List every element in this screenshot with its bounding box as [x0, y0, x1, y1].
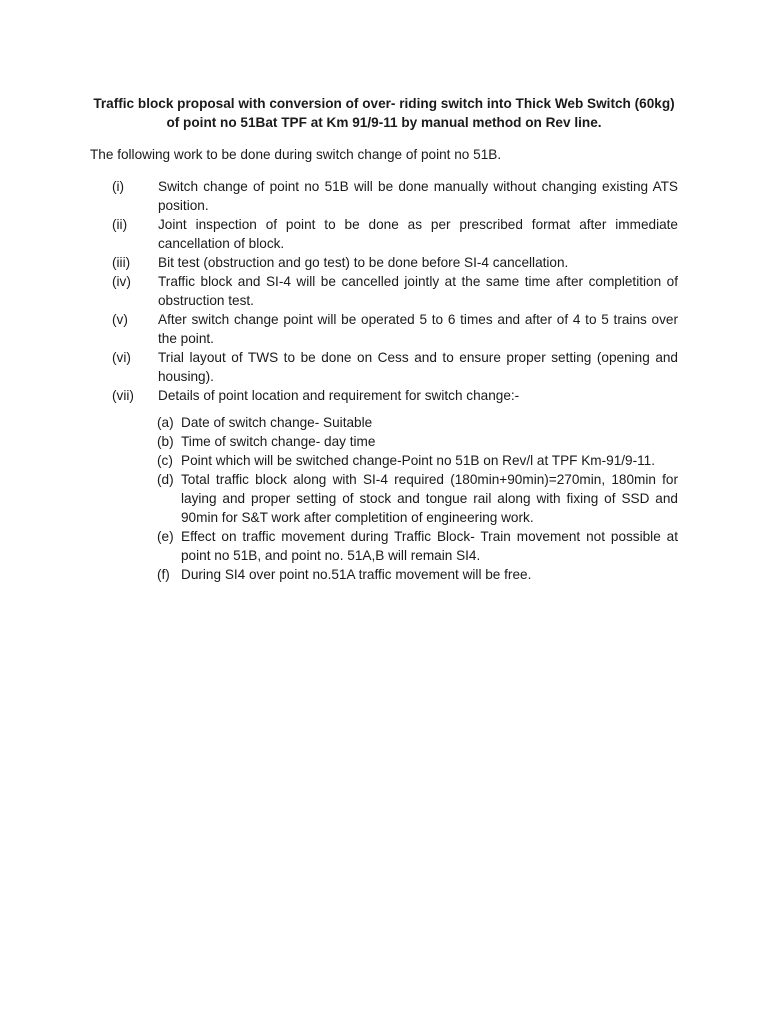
sublist-item-text: Total traffic block along with SI-4 required (180min+90min)=270min, 180min for laying and proper setting of stock and tongue rail along with fixing of SSD and 90min for S&T work after completition of engineering work.	[181, 472, 678, 525]
sublist-item-text: Effect on traffic movement during Traffic Block- Train movement not possible at point no 51B, and point no. 51A,B will remain SI4.	[181, 529, 678, 563]
list-item	[90, 310, 678, 348]
intro-paragraph: The following work to be done during switch change of point no 51B.	[90, 147, 502, 162]
list-item	[90, 386, 678, 405]
sublist-item-letter: (c)	[157, 453, 173, 468]
sublist-item	[157, 470, 678, 527]
list-item-text: Joint inspection of point to be done as per prescribed format after immediate cancellation of block.	[158, 217, 678, 251]
list-item-text: Bit test (obstruction and go test) to be done before SI-4 cancellation.	[158, 255, 569, 270]
sublist-item-letter: (d)	[157, 472, 174, 487]
list-item	[90, 348, 678, 386]
sublist-item	[157, 451, 678, 470]
list-item	[90, 177, 678, 215]
list-item	[90, 215, 678, 253]
sublist-item-letter: (f)	[157, 567, 170, 582]
list-item-number: (v)	[112, 312, 128, 327]
sublist-item-text: Point which will be switched change-Point no 51B on Rev/l at TPF Km-91/9-11.	[181, 453, 656, 468]
sublist-item-text: During SI4 over point no.51A traffic movement will be free.	[181, 567, 532, 582]
list-item-number: (i)	[112, 179, 125, 194]
list-item-text: Trial layout of TWS to be done on Cess and to ensure proper setting (opening and housing).	[158, 350, 678, 384]
list-item-number: (vi)	[112, 350, 131, 365]
sublist-item	[157, 527, 678, 565]
numbered-list	[90, 177, 678, 405]
sublist-item-letter: (a)	[157, 415, 174, 430]
list-item-text: Traffic block and SI-4 will be cancelled jointly at the same time after completition of obstruction test.	[158, 274, 678, 308]
sublist-item-text: Date of switch change- Suitable	[181, 415, 373, 430]
list-item	[90, 272, 678, 310]
sublist-item-text: Time of switch change- day time	[181, 434, 376, 449]
list-item-text: After switch change point will be operated 5 to 6 times and after of 4 to 5 trains over the point.	[158, 312, 678, 346]
lettered-sublist	[157, 413, 678, 584]
list-item-text: Details of point location and requirement for switch change:-	[158, 388, 520, 403]
sublist-item	[157, 413, 678, 432]
sublist-item-letter: (b)	[157, 434, 174, 449]
sublist-item	[157, 565, 678, 584]
sublist-item	[157, 432, 678, 451]
list-item	[90, 253, 678, 272]
list-item-number: (iii)	[112, 255, 131, 270]
list-item-number: (iv)	[112, 274, 131, 289]
list-item-text: Switch change of point no 51B will be done manually without changing existing ATS position.	[158, 179, 678, 213]
sublist-item-letter: (e)	[157, 529, 174, 544]
list-item-number: (ii)	[112, 217, 128, 232]
list-item-number: (vii)	[112, 388, 134, 403]
document-title: Traffic block proposal with conversion of over- riding switch into Thick Web Switch (60kg) of point no 51Bat TPF at Km 91/9-11 by manual method on Rev line.	[93, 96, 675, 130]
